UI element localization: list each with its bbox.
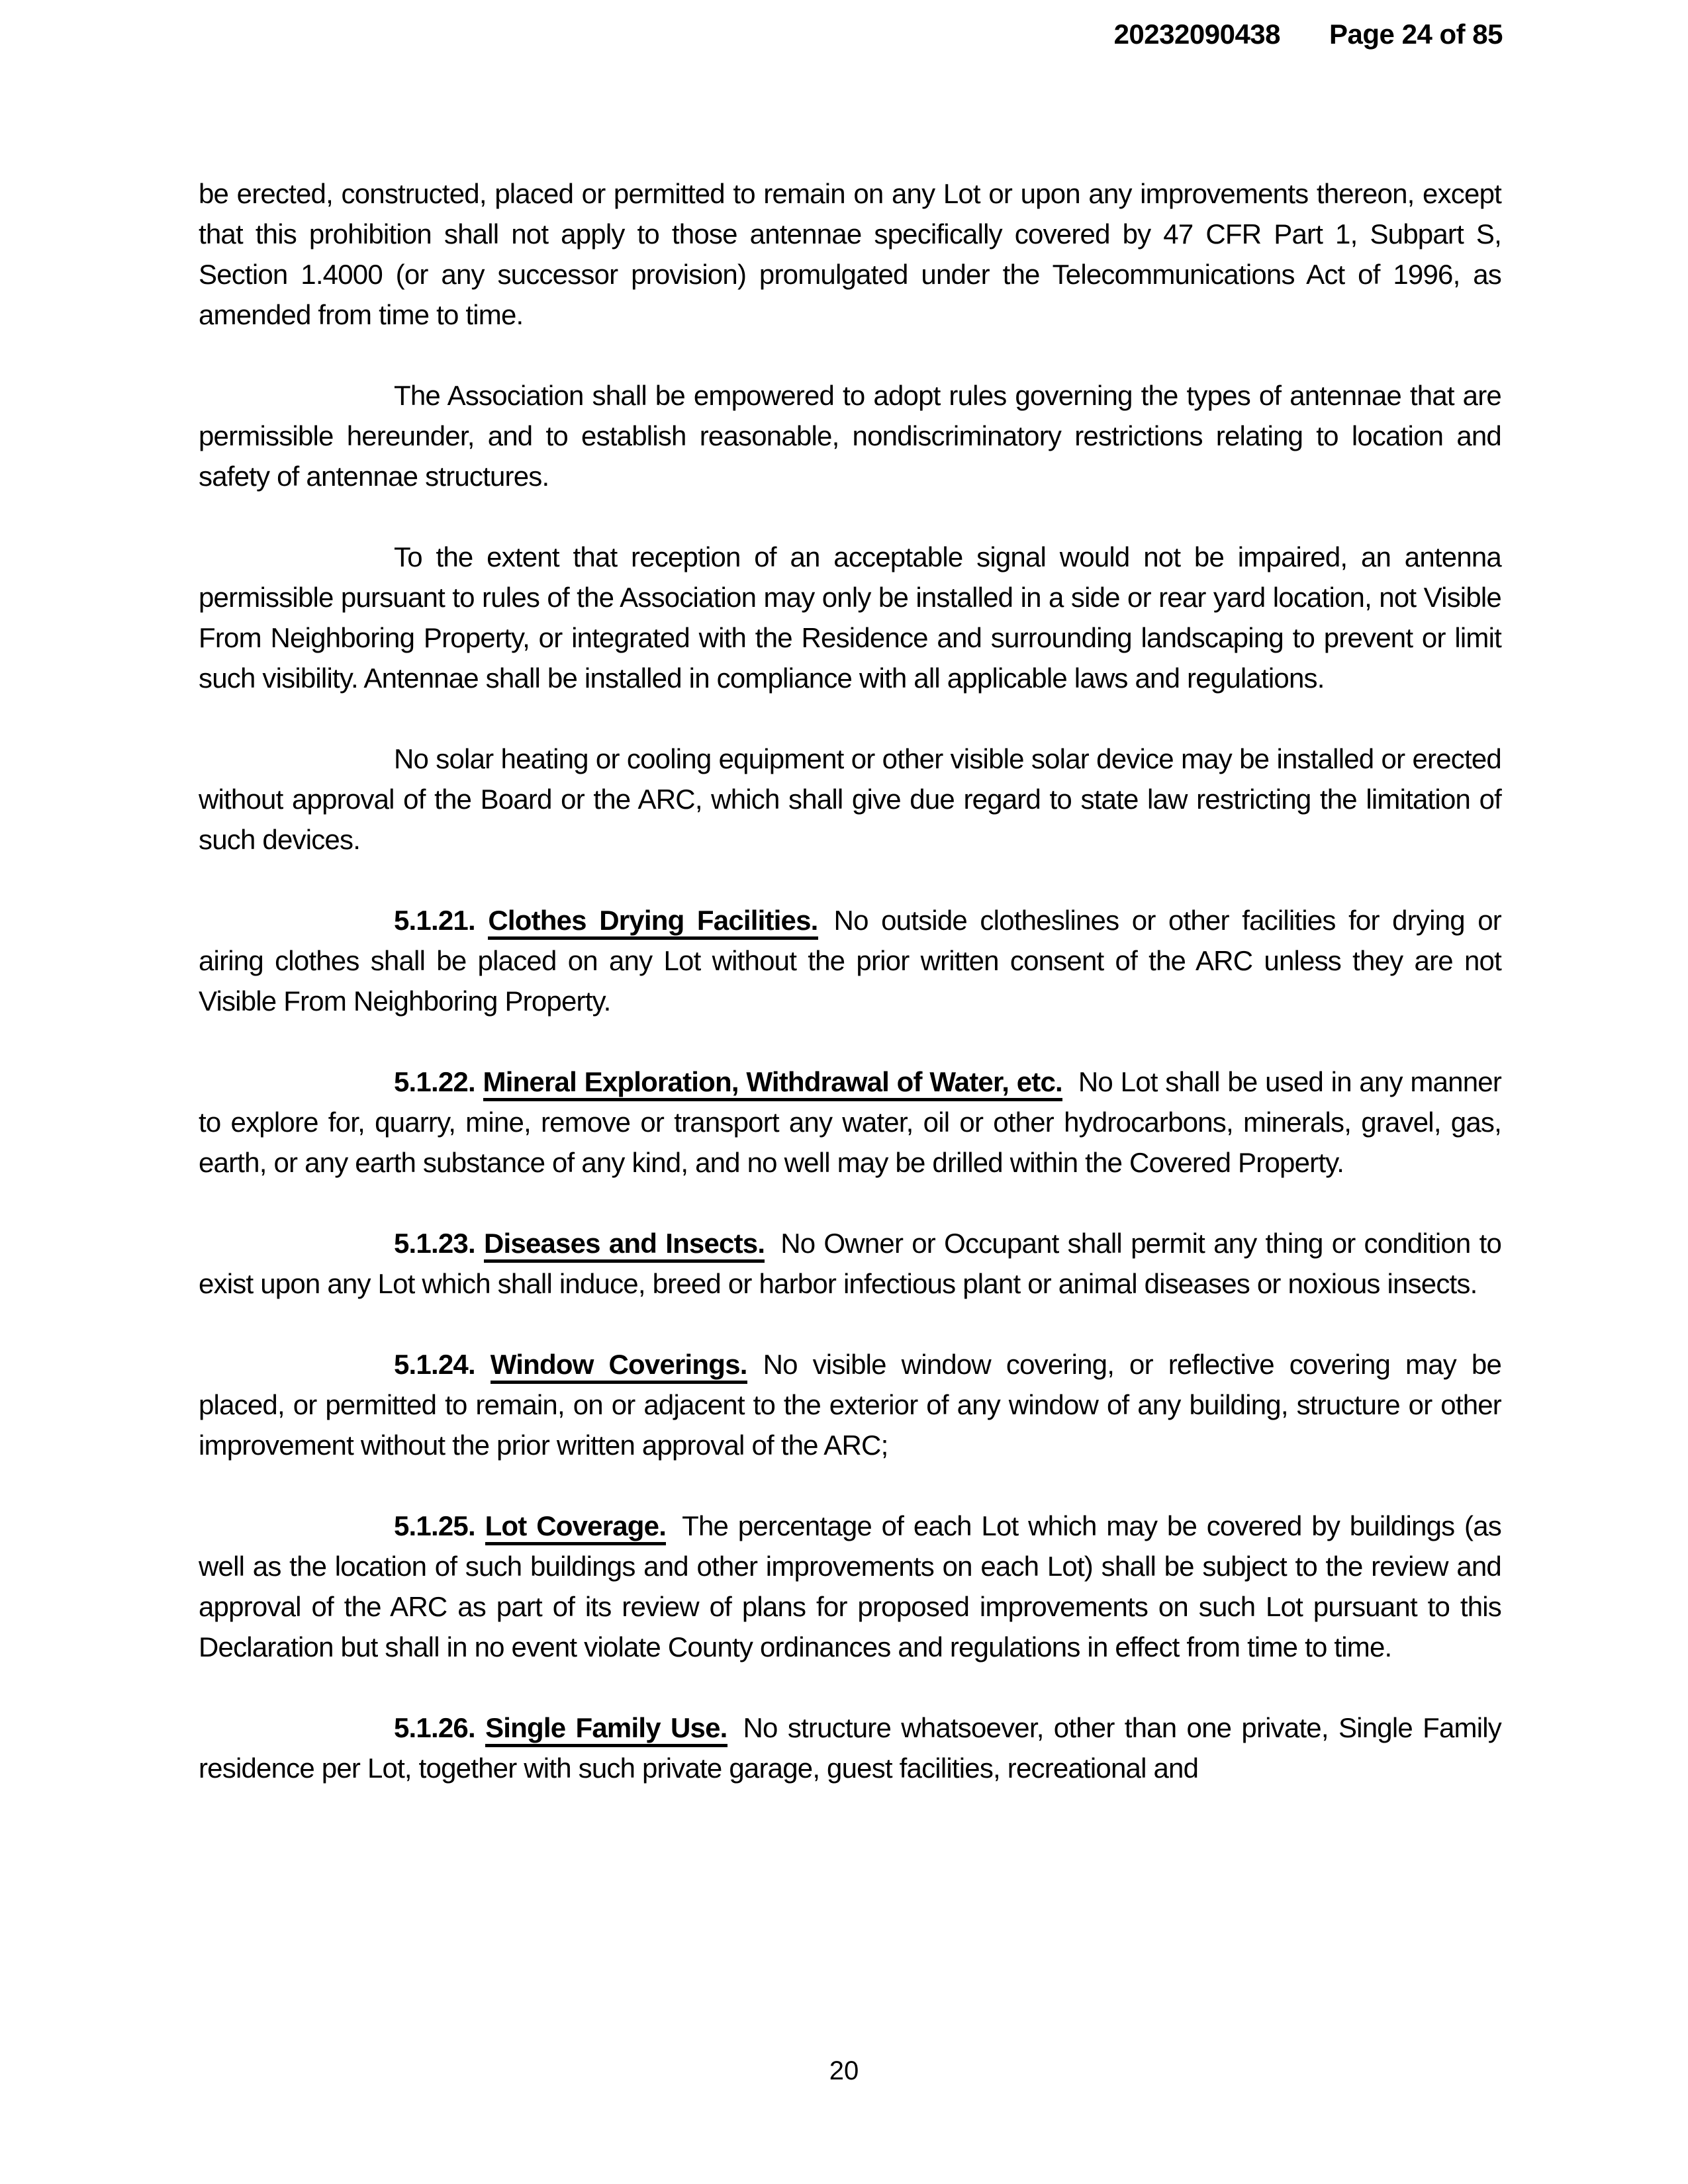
paragraph-association-rules <box>199 375 1501 496</box>
section-title: Clothes Drying Facilities. <box>488 905 818 940</box>
page-footer <box>0 2056 1688 2086</box>
section-number: 5.1.25. <box>394 1510 475 1541</box>
paragraph-text: No Lot shall be used in any manner to explore for, quarry, mine, remove or transport any water, oil or other hydrocarbons, minerals, gravel, gas, earth, or any earth substance of any kind, and no well may be drilled within the Covered Property. <box>199 1066 1502 1178</box>
section-title: Window Coverings. <box>491 1349 747 1384</box>
section-number: 5.1.26. <box>394 1712 475 1743</box>
section-number: 5.1.24. <box>394 1349 475 1380</box>
section-title: Single Family Use. <box>485 1712 727 1747</box>
recording-number: 20232090438 <box>1113 19 1281 50</box>
section-5-1-25-lot-coverage <box>199 1506 1501 1667</box>
section-5-1-26-single-family-use <box>199 1707 1501 1788</box>
section-5-1-21-clothes-drying <box>199 900 1501 1021</box>
document-body <box>199 173 1501 1829</box>
section-5-1-23-diseases-insects <box>199 1223 1501 1304</box>
paragraph-solar-devices <box>199 739 1501 860</box>
paragraph-text: be erected, constructed, placed or permitted to remain on any Lot or upon any improvements thereon, except that this prohibition shall not apply to those antennae specifically covered by 47 CFR Part 1, Subpart S, Section 1.4000 (or any successor provision) promulgated under the Telecommunications Act of 1996, as amended from time to time. <box>199 178 1501 330</box>
section-5-1-22-mineral-exploration <box>199 1062 1501 1183</box>
section-number: 5.1.22. <box>394 1066 475 1097</box>
paragraph-text: No structure whatsoever, other than one private, Single Family residence per Lot, together with such private garage, guest facilities, recreational and <box>199 1712 1501 1784</box>
paragraph-text: The percentage of each Lot which may be covered by buildings (as well as the location of such buildings and other improvements on each Lot) shall be subject to the review and approval of the ARC as part of its review of plans for proposed improvements on such Lot pursuant to this Declaration but shall in no event violate County ordinances and regulations in effect from time to time. <box>199 1510 1501 1662</box>
paragraph-antenna-placement <box>199 537 1501 698</box>
paragraph-text: No outside clotheslines or other facilities for drying or airing clothes shall be placed on any Lot without the prior written consent of the ARC unless they are not Visible From Neighboring Property. <box>199 905 1501 1017</box>
paragraph-text: No visible window covering, or reflective covering may be placed, or permitted to remain, on or adjacent to the exterior of any window of any building, structure or other improvement without the prior written approval of the ARC; <box>199 1349 1502 1461</box>
footer-page-number: 20 <box>829 2056 859 2085</box>
section-5-1-24-window-coverings <box>199 1344 1501 1465</box>
section-number: 5.1.21. <box>394 905 475 936</box>
paragraph-text: To the extent that reception of an acceptable signal would not be impaired, an antenna permissible pursuant to rules of the Association may only be installed in a side or rear yard location, not Visible From Neighboring Property, or integrated with the Residence and surrounding landscaping to prevent or limit such visibility. Antennae shall be installed in compliance with all applicable laws and regulations. <box>199 541 1501 694</box>
section-number: 5.1.23. <box>394 1228 475 1259</box>
section-title: Lot Coverage. <box>485 1510 667 1545</box>
paragraph-antennae-continuation <box>199 173 1501 335</box>
page-count-label: Page 24 of 85 <box>1329 19 1503 50</box>
section-title: Diseases and Insects. <box>484 1228 765 1263</box>
section-title: Mineral Exploration, Withdrawal of Water, etc. <box>483 1066 1062 1101</box>
paragraph-text: No Owner or Occupant shall permit any thing or condition to exist upon any Lot which shall induce, breed or harbor infectious plant or animal diseases or noxious insects. <box>199 1228 1502 1299</box>
paragraph-text: The Association shall be empowered to adopt rules governing the types of antennae that are permissible hereunder, and to establish reasonable, nondiscriminatory restrictions relating to location and safety of antennae structures. <box>199 380 1501 492</box>
paragraph-text: No solar heating or cooling equipment or other visible solar device may be installed or erected without approval of the Board or the ARC, which shall give due regard to state law restricting the limitation of such devices. <box>199 743 1501 855</box>
page-header <box>1114 19 1503 50</box>
